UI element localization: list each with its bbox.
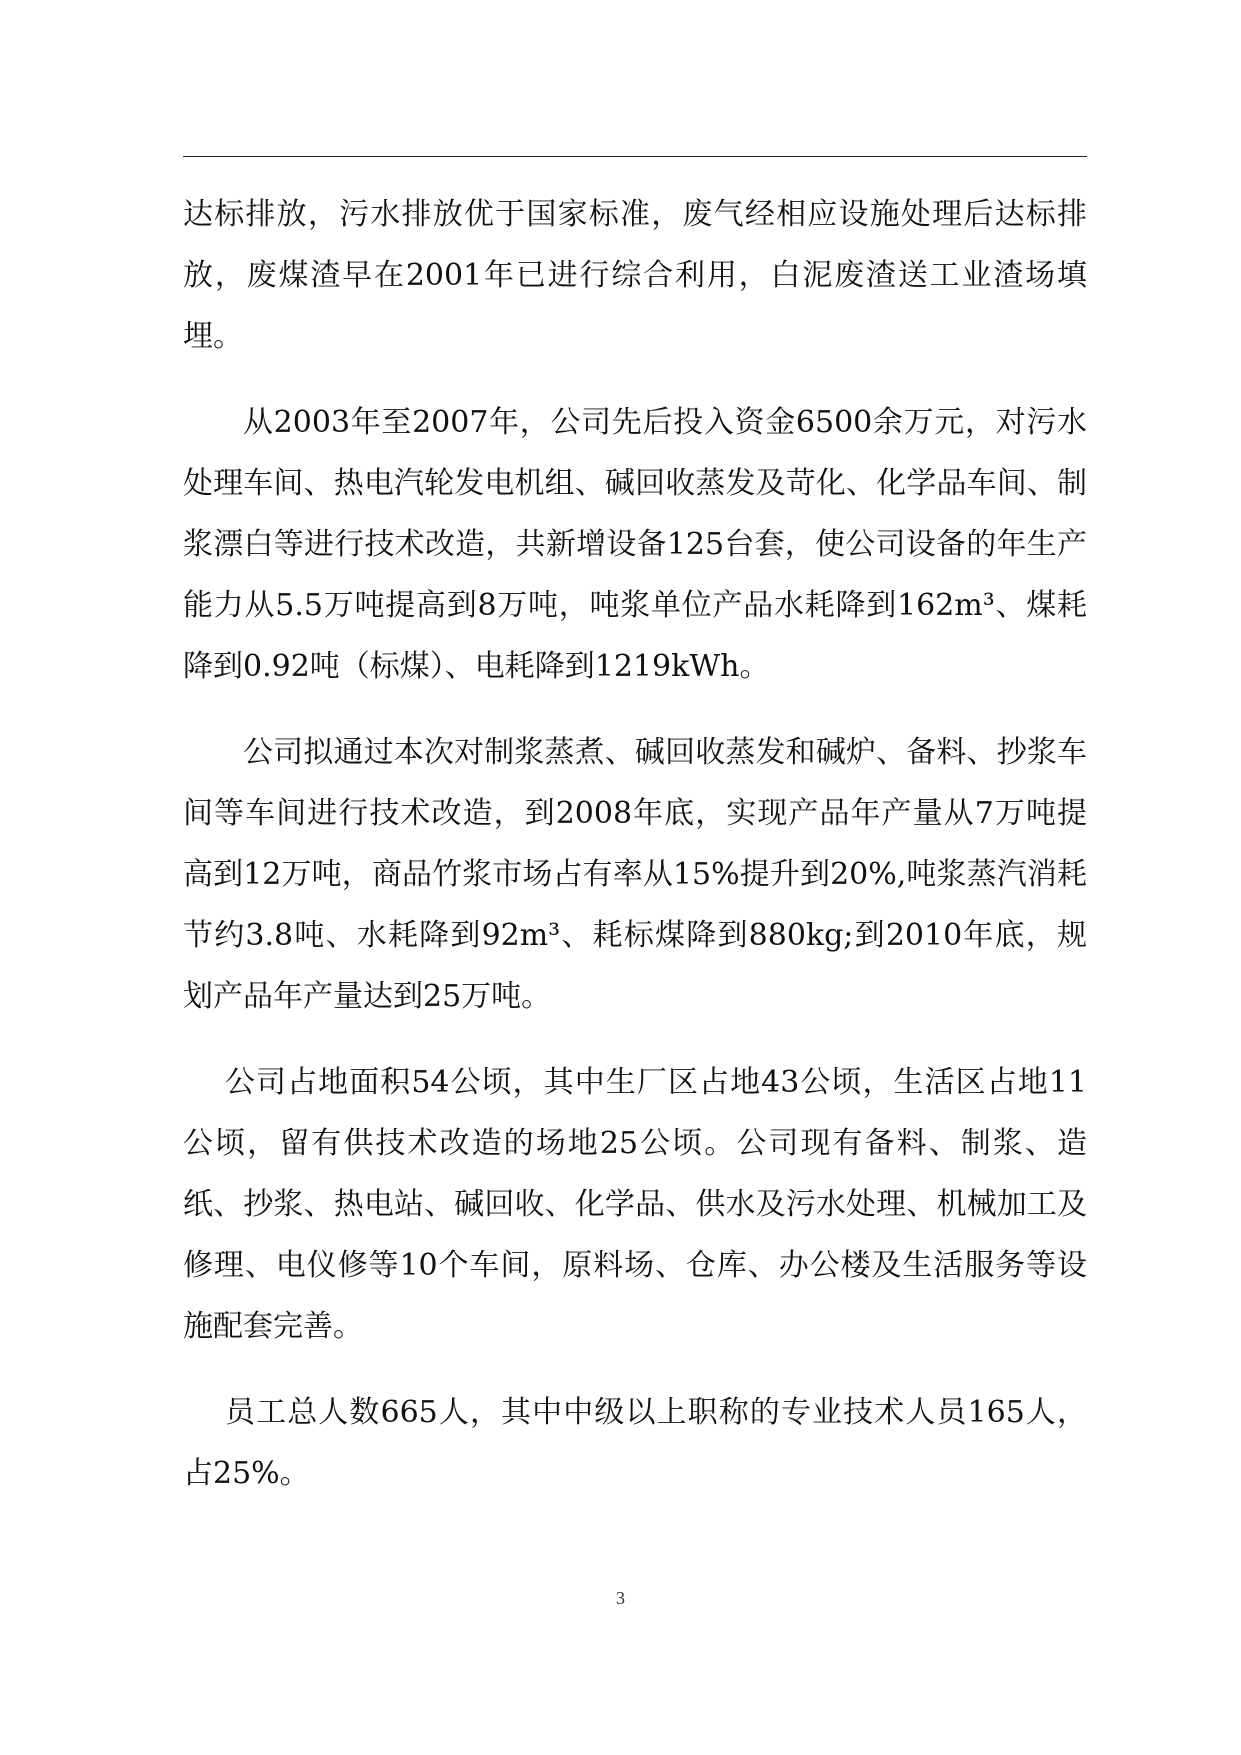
paragraph-site: 公司占地面积54公顷，其中生厂区占地43公顷，生活区占地11公顷，留有供技术改造的场地25公顷。公司现有备料、制浆、造纸、抄浆、热电站、碱回收、化学品、供水及污水处理、机械加工及修理、电仪修等10个车间，原料场、仓库、办公楼及生活服务等设施配套完善。 <box>183 1065 1087 1344</box>
document-body <box>183 184 1087 1504</box>
paragraph-staff: 员工总人数665人，其中中级以上职称的专业技术人员165人，占25%。 <box>183 1395 1087 1491</box>
header-rule <box>183 156 1087 157</box>
paragraph-investment: 从2003年至2007年，公司先后投入资金6500余万元，对污水处理车间、热电汽轮发电机组、碱回收蒸发及苛化、化学品车间、制浆漂白等进行技术改造，共新增设备125台套，使公司设备的年生产能力从5.5万吨提高到8万吨，吨浆单位产品水耗降到162m³、煤耗降到0.92吨（标煤）、电耗降到1219kWh。 <box>183 405 1087 684</box>
paragraph-plan: 公司拟通过本次对制浆蒸煮、碱回收蒸发和碱炉、备料、抄浆车间等车间进行技术改造，到2008年底，实现产品年产量从7万吨提高到12万吨，商品竹浆市场占有率从15%提升到20%,吨浆蒸汽消耗节约3.8吨、水耗降到92m³、耗标煤降到880kg;到2010年底，规划产品年产量达到25万吨。 <box>183 735 1087 1014</box>
page-number: 3 <box>616 1588 625 1608</box>
paragraph-continued: 达标排放，污水排放优于国家标准，废气经相应设施处理后达标排放，废煤渣早在2001年已进行综合利用，白泥废渣送工业渣场填埋。 <box>183 197 1087 354</box>
